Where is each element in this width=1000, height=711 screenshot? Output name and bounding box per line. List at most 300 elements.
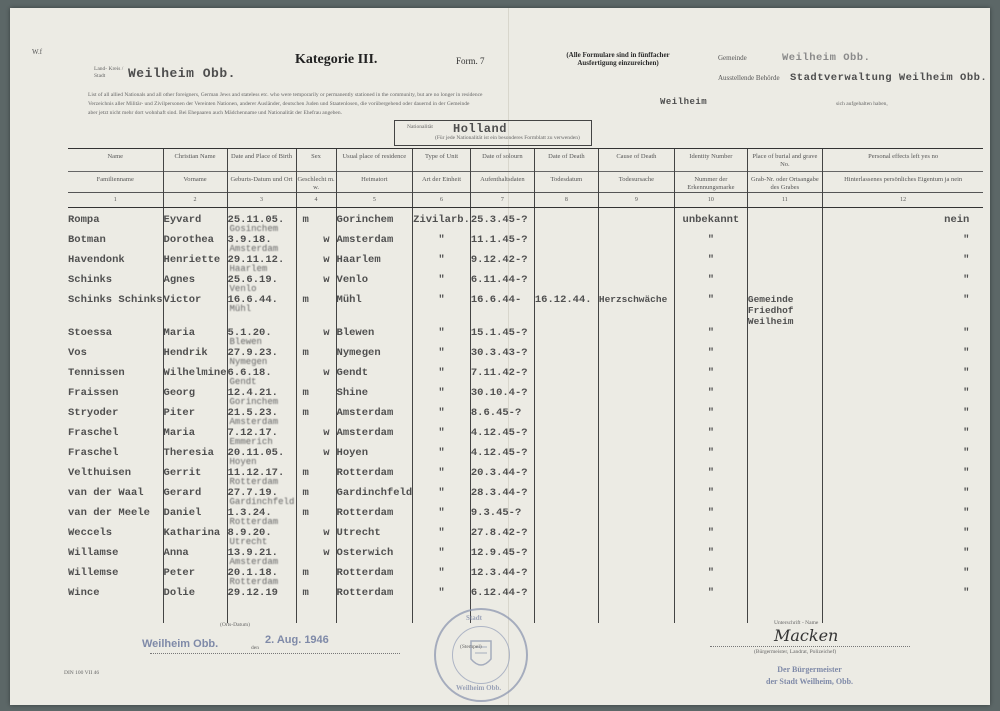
cell-effects	[822, 421, 983, 441]
cell-sojourn	[470, 421, 534, 441]
cell-first	[163, 268, 227, 288]
table-row	[68, 361, 983, 381]
cell-death	[534, 208, 598, 229]
cell-birth-text: 20.11.05.	[227, 447, 285, 459]
column-header-de: Familienname	[96, 176, 134, 183]
cell-effects-text: "	[963, 367, 970, 379]
nationality-note: (Für jede Nationalität ist ein besonderes Formblatt zu verwenden)	[435, 135, 580, 141]
cell-first-text: Gerard	[163, 487, 202, 499]
cell-name-text: Stryoder	[68, 407, 119, 419]
cell-effects-text: "	[963, 387, 970, 399]
column-number: 1	[68, 193, 163, 208]
cell-unit	[413, 541, 471, 561]
city-seal-stamp	[434, 608, 528, 702]
cell-first-text: Wilhelmine	[163, 367, 227, 379]
cell-unit	[413, 481, 471, 501]
cell-birth	[227, 561, 296, 587]
cell-sojourn	[470, 561, 534, 581]
cell-birth-text: 11.12.17.	[227, 467, 285, 479]
cell-name	[68, 541, 163, 561]
cell-name-text: Wince	[68, 587, 100, 599]
column-header-en: Name	[107, 153, 124, 160]
cell-res-text: Blewen	[336, 327, 375, 339]
cell-death	[534, 361, 598, 381]
cell-first	[163, 381, 227, 401]
cell-effects	[822, 541, 983, 561]
cell-effects	[822, 268, 983, 288]
cell-res	[336, 208, 413, 229]
cell-name	[68, 321, 163, 341]
column-header-en: Christian Name	[174, 153, 216, 160]
cell-ident	[674, 481, 747, 501]
column-header-de: Art der Einheit	[422, 176, 462, 183]
cell-name	[68, 481, 163, 501]
cell-name-text: Schinks	[68, 274, 113, 286]
cell-sojourn-text: 15.1.45-?	[470, 327, 528, 339]
cell-unit-text: "	[438, 347, 445, 359]
cell-name-text: Willamse	[68, 547, 119, 559]
column-number: 11	[747, 193, 822, 208]
cell-cause	[598, 248, 674, 268]
cell-birthplace-text: Gorinchem	[229, 397, 279, 407]
cell-unit-text: Zivilarb.	[413, 214, 470, 226]
cell-birthplace-text: Gosinchem	[229, 224, 279, 234]
cell-ident-text: "	[707, 527, 715, 539]
cell-grave	[747, 521, 822, 541]
cell-name	[68, 361, 163, 381]
table-row	[68, 461, 983, 481]
cell-sex	[296, 401, 336, 421]
cell-sex-text: m	[302, 467, 309, 479]
cell-birth	[227, 421, 296, 447]
cell-sex	[296, 248, 336, 268]
column-header-de: Vorname	[183, 176, 207, 183]
cell-grave	[747, 401, 822, 421]
cell-unit-text: "	[438, 387, 445, 399]
den-label: den	[251, 645, 259, 651]
table-row	[68, 441, 983, 461]
cell-birth-text: 13.9.21.	[227, 547, 278, 559]
cell-effects	[822, 248, 983, 268]
cell-sojourn	[470, 521, 534, 541]
cell-effects-text: "	[963, 587, 970, 599]
cell-ident-text: "	[707, 487, 715, 499]
cell-cause	[598, 441, 674, 461]
cell-sojourn-text: 30.3.43-?	[470, 347, 528, 359]
cell-effects-text: "	[963, 327, 970, 339]
cell-effects-text: "	[963, 567, 970, 579]
cell-sex	[296, 208, 336, 229]
table-row	[68, 268, 983, 288]
cell-unit	[413, 381, 471, 401]
table-filler-row	[68, 601, 983, 623]
cell-birthplace-text: Blewen	[229, 337, 262, 347]
column-header-en: Date of solourn	[482, 153, 523, 160]
cell-effects-text: "	[963, 527, 970, 539]
table-row	[68, 521, 983, 541]
cell-name-text: Tennissen	[68, 367, 125, 379]
cell-sojourn-text: 4.12.45-?	[470, 447, 528, 459]
cell-first	[163, 228, 227, 248]
land-kreis-value: Weilheim Obb.	[128, 66, 236, 81]
filler-cell	[68, 601, 163, 623]
cell-sex	[296, 228, 336, 248]
cell-name	[68, 561, 163, 581]
cell-name	[68, 461, 163, 481]
cell-birth	[227, 288, 296, 321]
cell-grave	[747, 228, 822, 248]
table-row	[68, 541, 983, 561]
cell-cause	[598, 421, 674, 441]
cell-sojourn	[470, 581, 534, 601]
cell-ident-text: "	[707, 327, 715, 339]
cell-name-text: van der Meele	[68, 507, 150, 519]
column-header-en: Place of burial and grave No.	[752, 153, 818, 168]
cell-unit	[413, 228, 471, 248]
column-header-en: Usual place of residence	[342, 153, 407, 160]
cell-first	[163, 561, 227, 581]
cell-first-text: Katharina	[163, 527, 221, 539]
column-header-de: Heimatort	[361, 176, 388, 183]
place-value: Weilheim Obb.	[142, 638, 219, 650]
cell-death-text: 16.12.44.	[534, 294, 592, 306]
cell-sojourn-text: 12.9.45-?	[470, 547, 528, 559]
signature-label: Unterschrift - Name	[774, 620, 819, 626]
cell-cause	[598, 461, 674, 481]
cell-name	[68, 381, 163, 401]
cell-unit	[413, 421, 471, 441]
table-row	[68, 501, 983, 521]
cell-sex-text: w	[323, 527, 330, 539]
cell-first	[163, 401, 227, 421]
table-row	[68, 561, 983, 581]
column-number: 9	[598, 193, 674, 208]
cell-res-text: Rotterdam	[336, 467, 394, 479]
cell-sex-text: m	[302, 507, 309, 519]
cell-birth-text: 25.6.19.	[227, 274, 278, 286]
cell-sex	[296, 321, 336, 341]
cell-effects-text: "	[963, 547, 970, 559]
cell-sex-text: w	[323, 547, 330, 559]
cell-death	[534, 288, 598, 321]
cell-name-text: Fraissen	[68, 387, 119, 399]
cell-unit	[413, 441, 471, 461]
cell-name	[68, 341, 163, 361]
cell-unit	[413, 461, 471, 481]
cell-birth-text: 21.5.23.	[227, 407, 278, 419]
cell-unit	[413, 521, 471, 541]
cell-birth-text: 8.9.20.	[227, 527, 272, 539]
cell-res-text: Rotterdam	[336, 567, 394, 579]
column-header-en: Personal effects left yes no	[868, 153, 939, 160]
cell-birth	[227, 401, 296, 427]
cell-ident	[674, 248, 747, 268]
cell-sojourn	[470, 381, 534, 401]
cell-birth-text: 3.9.18.	[227, 234, 272, 246]
cell-ident	[674, 501, 747, 521]
cell-sojourn	[470, 441, 534, 461]
cell-sex	[296, 341, 336, 361]
cell-first	[163, 341, 227, 361]
cell-sojourn	[470, 248, 534, 268]
cell-unit-text: "	[438, 447, 445, 459]
cell-unit-text: "	[438, 547, 445, 559]
cell-name-text: Botman	[68, 234, 106, 246]
cell-res	[336, 288, 413, 321]
cell-effects	[822, 228, 983, 248]
cell-grave	[747, 321, 822, 341]
gemeinde-label: Gemeinde	[718, 54, 747, 62]
cell-effects	[822, 361, 983, 381]
cell-effects	[822, 441, 983, 461]
cell-grave	[747, 501, 822, 521]
stamp-crest	[452, 626, 510, 684]
cell-grave	[747, 581, 822, 601]
column-header-en: Sex	[311, 153, 321, 160]
cell-death	[534, 521, 598, 541]
cell-name	[68, 441, 163, 461]
cell-sojourn	[470, 501, 534, 521]
cell-unit-text: "	[438, 294, 445, 306]
cell-sex	[296, 421, 336, 441]
cell-first-text: Agnes	[163, 274, 196, 286]
cell-res-text: Mühl	[336, 294, 362, 306]
cell-sex-text: w	[323, 447, 330, 459]
cell-death	[534, 541, 598, 561]
cell-sex-text: m	[302, 587, 309, 599]
cell-effects	[822, 581, 983, 601]
cell-effects-text: "	[963, 347, 970, 359]
cell-unit	[413, 501, 471, 521]
cell-birth-text: 27.7.19.	[227, 487, 278, 499]
cell-cause	[598, 581, 674, 601]
cell-birthplace-text: Gardinchfeld	[229, 497, 295, 507]
column-number: 6	[413, 193, 471, 208]
cell-birthplace-text: Amsterdam	[229, 244, 279, 254]
cell-ident-text: "	[707, 407, 715, 419]
list-line-3: aber jetzt nicht mehr dort wohnhaft sind. Bei Ehepaaren auch Mädchenname und Nationalität der Ehefrau angeben.	[88, 110, 342, 116]
cell-birthplace-text: Amsterdam	[229, 417, 279, 427]
cell-death	[534, 401, 598, 421]
cell-ident	[674, 208, 747, 229]
cell-ident	[674, 441, 747, 461]
cell-cause	[598, 401, 674, 421]
filler-cell	[227, 601, 296, 623]
cell-death	[534, 581, 598, 601]
cell-sojourn	[470, 288, 534, 321]
cell-first-text: Gerrit	[163, 467, 202, 479]
cell-birthplace-text: Venlo	[229, 284, 257, 294]
cell-cause	[598, 541, 674, 561]
cell-name	[68, 228, 163, 248]
filler-cell	[598, 601, 674, 623]
column-number: 12	[822, 193, 983, 208]
filler-cell	[534, 601, 598, 623]
cell-ident	[674, 288, 747, 321]
cell-sojourn-text: 27.8.42-?	[470, 527, 528, 539]
cell-effects	[822, 501, 983, 521]
cell-name	[68, 521, 163, 541]
cell-ident-text: unbekannt	[682, 214, 740, 226]
cell-effects	[822, 461, 983, 481]
cell-res-text: Amsterdam	[336, 407, 394, 419]
cell-res	[336, 421, 413, 441]
cell-birth	[227, 268, 296, 294]
cell-sojourn-text: 12.3.44-?	[470, 567, 528, 579]
cell-ident	[674, 381, 747, 401]
cell-birth-text: 12.4.21.	[227, 387, 278, 399]
cell-sojourn	[470, 541, 534, 561]
cell-res	[336, 341, 413, 361]
cell-sojourn-text: 8.6.45-?	[470, 407, 522, 419]
column-header-de: Todesdatum	[550, 176, 583, 183]
cell-sojourn	[470, 341, 534, 361]
cell-unit	[413, 401, 471, 421]
cell-first	[163, 461, 227, 481]
cell-ident	[674, 321, 747, 341]
cell-birth	[227, 501, 296, 527]
cell-res	[336, 321, 413, 341]
cell-unit-text: "	[438, 234, 445, 246]
cell-sex-text: m	[302, 294, 309, 306]
cell-sex	[296, 561, 336, 581]
cell-first-text: Theresia	[163, 447, 214, 459]
cell-sex	[296, 501, 336, 521]
cell-ident-text: "	[707, 234, 715, 246]
cell-unit	[413, 268, 471, 288]
cell-birthplace-text: Rotterdam	[229, 517, 279, 527]
cell-effects	[822, 561, 983, 581]
cell-cause	[598, 341, 674, 361]
nationality-value: Holland	[453, 122, 507, 136]
cell-name	[68, 501, 163, 521]
cell-sojourn	[470, 481, 534, 501]
cell-res	[336, 228, 413, 248]
cell-birth-text: 25.11.05.	[227, 214, 285, 226]
cell-birth-text: 7.12.17.	[227, 427, 278, 439]
cell-res-text: Venlo	[336, 274, 369, 286]
cell-first	[163, 541, 227, 561]
cell-res	[336, 268, 413, 288]
cell-res-text: Amsterdam	[336, 427, 394, 439]
cell-effects	[822, 321, 983, 341]
filler-cell	[296, 601, 336, 623]
cell-name-text: van der Waal	[68, 487, 144, 499]
instructions-note: (Alle Formulare sind in fünffacher Ausfertigung einzureichen)	[566, 51, 670, 67]
column-header-de: Todesursache	[618, 176, 655, 183]
stamp-text-top: Stadt	[466, 614, 482, 622]
cell-ident-text: "	[707, 254, 715, 266]
cell-cause	[598, 501, 674, 521]
cell-death	[534, 501, 598, 521]
cell-ident-text: "	[707, 294, 715, 306]
cell-first-text: Maria	[163, 327, 196, 339]
cell-unit-text: "	[438, 527, 445, 539]
cell-grave	[747, 341, 822, 361]
cell-death	[534, 248, 598, 268]
cell-ident-text: "	[707, 274, 715, 286]
cell-res	[336, 461, 413, 481]
cell-res-text: Utrecht	[336, 527, 381, 539]
cell-ident	[674, 401, 747, 421]
cell-death	[534, 321, 598, 341]
filler-cell	[336, 601, 413, 623]
cell-res	[336, 581, 413, 601]
cell-sex	[296, 461, 336, 481]
cell-ident	[674, 521, 747, 541]
cell-birth	[227, 208, 296, 234]
table-row	[68, 381, 983, 401]
cell-sojourn-text: 9.12.42-?	[470, 254, 528, 266]
table-row	[68, 228, 983, 248]
cell-unit-text: "	[438, 487, 445, 499]
table-row	[68, 248, 983, 268]
cell-sex-text: m	[302, 567, 309, 579]
cell-res	[336, 481, 413, 501]
cell-cause	[598, 288, 674, 321]
cell-sex-text: m	[302, 407, 309, 419]
cell-cause	[598, 521, 674, 541]
cell-effects	[822, 341, 983, 361]
cell-res-text: Rotterdam	[336, 587, 394, 599]
cell-first	[163, 441, 227, 461]
cell-first-text: Piter	[163, 407, 196, 419]
cell-first	[163, 521, 227, 541]
cell-sojourn-text: 4.12.45-?	[470, 427, 528, 439]
cell-sojourn-text: 9.3.45-?	[470, 507, 522, 519]
cell-effects-text: "	[963, 407, 970, 419]
blue-stamp-line-1: Der Bürgermeister	[777, 665, 842, 674]
cell-ident	[674, 228, 747, 248]
cell-birthplace-text: Emmerich	[229, 437, 273, 447]
form-number: Form. 7	[456, 56, 485, 66]
column-number: 5	[336, 193, 413, 208]
cell-name-text: Velthuisen	[68, 467, 132, 479]
cell-sex	[296, 381, 336, 401]
cell-unit	[413, 321, 471, 341]
nationality-box	[394, 120, 592, 146]
cell-sex-text: w	[323, 274, 330, 286]
cell-cause-text: Herzschwäche	[598, 294, 668, 305]
cell-sojourn-text: 7.11.42-?	[470, 367, 528, 379]
cell-res-text: Rotterdam	[336, 507, 394, 519]
cell-effects	[822, 208, 983, 229]
cell-cause	[598, 381, 674, 401]
cell-unit-text: "	[438, 407, 445, 419]
cell-first	[163, 248, 227, 268]
cell-name	[68, 421, 163, 441]
cell-unit-text: "	[438, 587, 445, 599]
cell-res	[336, 441, 413, 461]
cell-first	[163, 288, 227, 321]
cell-grave	[747, 288, 822, 327]
cell-res	[336, 521, 413, 541]
cell-grave	[747, 208, 822, 229]
cell-grave	[747, 361, 822, 381]
cell-first	[163, 501, 227, 521]
cell-res-text: Osterwich	[336, 547, 394, 559]
stempel-label: (Stempel)	[460, 644, 482, 650]
cell-ident	[674, 561, 747, 581]
table-row	[68, 481, 983, 501]
cell-sex-text: w	[323, 234, 330, 246]
cell-ident	[674, 268, 747, 288]
cell-name-text: Stoessa	[68, 327, 113, 339]
cell-ident	[674, 341, 747, 361]
cell-sojourn	[470, 401, 534, 421]
filler-cell	[822, 601, 983, 623]
cell-name	[68, 248, 163, 268]
